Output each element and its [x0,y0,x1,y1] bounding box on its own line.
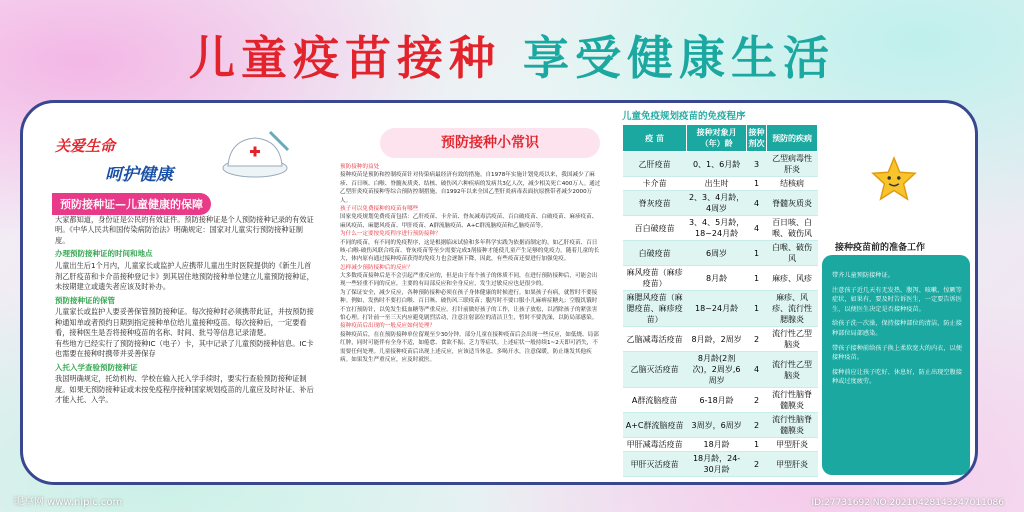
middle-h1: 预防接种的益处 [340,164,380,170]
schedule-cell: 出生时 [687,177,747,191]
schedule-row [623,413,818,438]
star-mascot-icon [870,155,918,203]
schedule-row [623,327,818,352]
nurse-hat-icon [220,130,290,180]
watermark-left: 昵享网 www.nipic.com [14,497,123,508]
schedule-cell: 乙型病毒性肝炎 [767,152,818,177]
schedule-header-row [623,125,818,152]
schedule-cell: 2 [746,452,766,477]
schedule-cell: 流行性乙型脑炎 [767,327,818,352]
schedule-row [623,291,818,327]
schedule-cell: 脊灰疫苗 [623,191,687,216]
left-p1: 大家都知道，身份证是公民的有效证件。预防接种证是个人预防接种记录的有效证明。《中华人民共和国传染病防治法》明确规定：国家对儿童实行预防接种证制度。 [55,215,314,245]
schedule-cell: 甲肝减毒活疫苗 [623,438,687,452]
schedule-cell: 百日咳、白喉、破伤风 [767,216,818,241]
schedule-cell: 3、4、5月龄，18~24月龄 [687,216,747,241]
schedule-cell: 3周岁，6周岁 [687,413,747,438]
schedule-cell: 3 [746,152,766,177]
schedule-cell: 8月龄(2剂次)，2周岁,6周岁 [687,352,747,388]
schedule-cell: 1 [746,241,766,266]
schedule-cell: 流行性脑脊髓膜炎 [767,413,818,438]
schedule-cell: 麻疹、风疹 [767,266,818,291]
prep-item: 注意孩子近几天有无发热、腹泻、咳嗽、惊厥等症状，如果有，要及时告诉医生，一定要告诉医生，以便医生决定是否接种疫苗。 [832,286,962,313]
middle-title: 预防接种小常识 [380,128,600,158]
logo-line2: 呵护健康 [105,165,173,185]
middle-p1: 接种疫苗是预防和控制疫苗针对传染病最经济有效的措施。自1978年实施计划免疫以来，我国减少了麻疹、百日咳、白喉、脊髓灰质炎、结核、破伤风六种疾病的发病共3亿人次，减少相关死亡400万人。通过乙型肝炎疫苗接种等综合预防控制措施，自1992年以来全国乙型肝炎病毒表面抗原携带者减少2000万人。 [340,172,601,204]
schedule-cell: 0、1、6月龄 [687,152,747,177]
middle-p2: 国家免疫规划免费疫苗包括：乙肝疫苗、卡介苗、脊灰减毒活疫苗、百白破疫苗、白破疫苗、麻疹疫苗、麻风疫苗、麻腮风疫苗、甲肝疫苗、A群流脑疫苗、A+C群流脑疫苗和乙脑疫苗等。 [340,214,598,229]
logo-line1: 关爱生命 [55,137,116,155]
schedule-cell: 结核病 [767,177,818,191]
schedule-cell: 2 [746,413,766,438]
left-p4: 有些地方已经实行了预防接种IC（电子）卡，其中记录了儿童预防接种信息。IC卡也需要在接种时携带并妥善保存 [55,338,314,359]
schedule-cell: 4 [746,191,766,216]
schedule-row [623,266,818,291]
schedule-cell: 白破疫苗 [623,241,687,266]
schedule-header-cell: 接种对象月（年）龄 [687,125,747,152]
schedule-row [623,241,818,266]
schedule-cell: A+C群流脑疫苗 [623,413,687,438]
prep-item: 带孩子接种前给孩子换上柔软宽大的内衣，以便接种疫苗。 [832,344,962,362]
schedule-cell: 乙肝疫苗 [623,152,687,177]
schedule-cell: A群流脑疫苗 [623,388,687,413]
middle-h3: 为什么一定要按免疫程序进行预防接种？ [340,231,441,238]
title-part2: 享受健康生活 [523,31,835,85]
schedule-cell: 麻风疫苗（麻疹疫苗） [623,266,687,291]
left-h1: 办理预防接种证的时间和地点 [55,249,153,259]
schedule-cell: 麻腮风疫苗（麻腮疫苗、麻疹疫苗） [623,291,687,327]
left-p5: 我国明确规定，托幼机构、学校在输入托入学手续时，要实行查验预防接种证制度。如果无预防接种证或未按免疫程序接种国家规划疫苗的儿童应及时补证、补后才能入托、入学。 [55,374,314,405]
schedule-header-cell: 预防的疾病 [767,125,818,152]
schedule-cell: 流行性脑脊髓膜炎 [767,388,818,413]
left-p3: 儿童家长或监护人要妥善保管预防接种证。每次接种时必须携带此证，并按预防接种通知单或者预约日期到指定接种单位给儿童接种疫苗。每次接种后，一定要看看，接种医生是否将接种疫苗的名称、时间、批号等信息记录清楚。 [55,307,314,338]
schedule-cell: 甲型肝炎 [767,452,818,477]
schedule-cell: 流行性乙型脑炎 [767,352,818,388]
middle-h4: 怎样减少预防接种后的反应？ [340,264,413,271]
schedule-cell: 乙脑灭活疫苗 [623,352,687,388]
schedule-cell: 白喉、破伤风 [767,241,818,266]
right-panel [822,255,970,475]
poster-title [0,22,1024,88]
schedule-table-wrap [622,124,818,477]
schedule-cell: 6周岁 [687,241,747,266]
schedule-cell: 甲型肝炎 [767,438,818,452]
schedule-cell: 2 [746,388,766,413]
schedule-cell: 百白破疫苗 [623,216,687,241]
left-h2: 预防接种证的保管 [55,295,115,305]
schedule-cell: 1 [746,438,766,452]
middle-p3: 不同的疫苗，有不同的免疫程序，这是根据临床试验和多年科学实践为依据而制定的。如乙肝疫苗、百日咳-白喉-破伤风联合疫苗、脊灰疫苗等至少需要完成3剂接种才能使儿童产生足够的免疫力。随着儿童的长大，体内原有通过接种疫苗获得的免疫力也会逐渐下降，因此，有些疫苗还要进行加强免疫。 [340,239,600,263]
schedule-cell: 1 [746,291,766,327]
schedule-cell: 麻疹、风疹、流行性腮腺炎 [767,291,818,327]
schedule-cell: 甲肝灭活疫苗 [623,452,687,477]
left-column [55,215,315,406]
schedule-row [623,152,818,177]
left-banner: 预防接种证—儿童健康的保障 [52,193,211,215]
schedule-body [623,152,818,477]
schedule-row [623,191,818,216]
watermark-right: ID:27731692 NO:20210428143247011086 [811,498,1004,508]
schedule-row [623,177,818,191]
schedule-cell: 4 [746,352,766,388]
middle-p6: 接种疫苗后，在在预防接种单位留观至少30分钟。部分儿童在接种疫苗后会出现一些反应，如低烧、局部红肿，同时可能伴有全身不适，如倦怠、食欲不振、乏力等症状。上述症状一般持续1~2天即可消失，不需要任何处理。儿童接种疫苗后出现上述反应，应该适当休息，多喝开水，注意保暖，防止继发其他疾病。如果发生严重反应，应及时就医。 [340,331,599,363]
schedule-row [623,216,818,241]
title-part1: 儿童疫苗接种 [188,31,501,85]
schedule-cell: 1 [746,266,766,291]
middle-h2: 孩子可以免费接种的疫苗有哪些 [340,205,419,212]
schedule-cell: 2 [746,327,766,352]
left-h3: 入托入学查验预防接种证 [55,362,138,372]
schedule-row [623,352,818,388]
schedule-cell: 8月龄，2周岁 [687,327,747,352]
schedule-row [623,388,818,413]
schedule-cell: 6-18月龄 [687,388,747,413]
schedule-cell: 8月龄 [687,266,747,291]
schedule-cell: 乙脑减毒活疫苗 [623,327,687,352]
schedule-cell: 4 [746,216,766,241]
schedule-cell: 18月龄，24-30月龄 [687,452,747,477]
middle-h5: 接种疫苗后出现的一般反应如何处理？ [340,323,436,330]
schedule-cell: 18月龄 [687,438,747,452]
left-p2: 儿童出生后1个月内，儿童家长或监护人应携带儿童出生时医院提供的《新生儿首剂乙肝疫苗和卡介苗接种登记卡》到其居住地预防接种单位建立儿童预防接种证，未按期建立或遗失者应该及时补办。 [55,261,314,292]
prep-item: 接种前应让孩子吃好、休息好，防止出现空腹接种或过度疲劳。 [832,368,962,386]
schedule-cell: 卡介苗 [623,177,687,191]
schedule-header-cell: 疫 苗 [623,125,687,152]
right-title: 接种疫苗前的准备工作 [835,243,926,253]
prep-item: 给孩子洗一次澡，保持接种部位的清洁，防止接种部位局部感染。 [832,320,962,338]
schedule-cell: 2、3、4月龄，4周岁 [687,191,747,216]
prep-item: 带齐儿童预防接种证。 [832,272,894,279]
schedule-title: 儿童免疫规划疫苗的免疫程序 [622,111,746,122]
schedule-cell: 脊髓灰质炎 [767,191,818,216]
schedule-row [623,438,818,452]
schedule-cell: 1 [746,177,766,191]
schedule-row [623,452,818,477]
schedule-header-cell: 接种剂次 [746,125,766,152]
schedule-cell: 18~24月龄 [687,291,747,327]
middle-p5: 为了保证安全，减少反应，各种预防接种必须在孩子身体健康的时候进行。如果孩子有病，就暂时不要接种。例如，发热时不要打白喉、百日咳、破伤风三联疫苗；腹泻时不要口服小儿麻痹症糖丸；空腹饥饿时不宜打预防针，以免发生低血糖等严重反应。打针前做好孩子的工作，让孩子放松，以消除孩子的紧张害怕心理。打针前一至三天内应避免剧烈活动，注意注射部位的清洁卫生，暂时不要洗澡，以防局部感染。 [340,289,598,322]
schedule-table [622,124,818,477]
middle-column [340,163,602,364]
middle-p4: 大多数疫苗接种后是不会引起严重反应的，但是由于每个孩子的体质不同，在进行预防接种后，可能会出现一些轻重不同的反应，主要的有局部反应和全身反应，发生过敏反应也是很少的。 [340,273,598,288]
